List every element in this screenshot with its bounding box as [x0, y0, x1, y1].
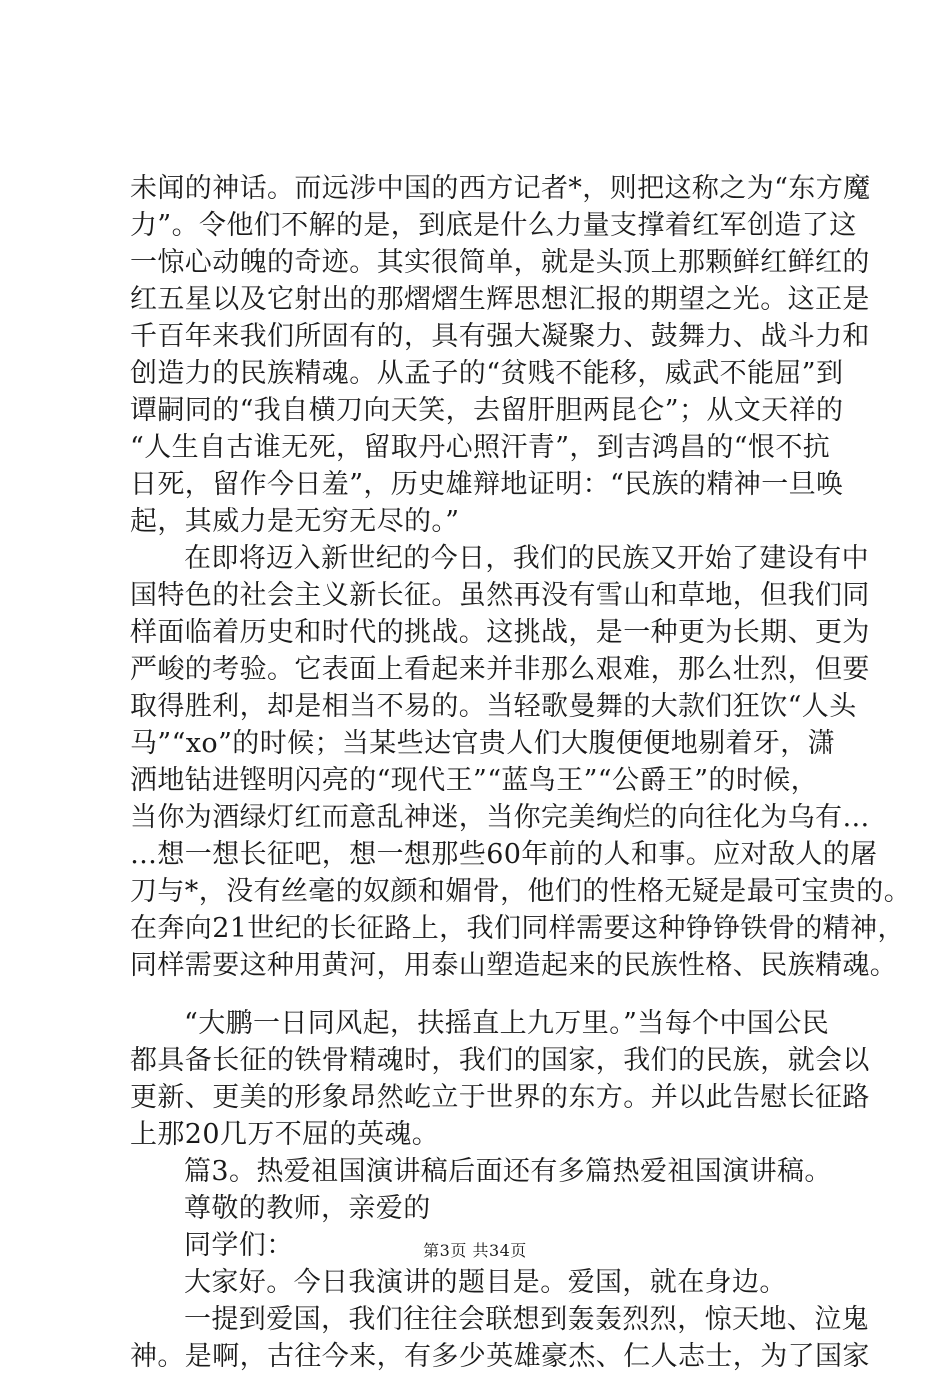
text-line: 取得胜利，却是相当不易的。当轻歌曼舞的大款们狂饮“人头: [130, 691, 857, 722]
text-line: 洒地钻进铿明闪亮的“现代王”“蓝鸟王”“公爵王”的时候，: [130, 765, 819, 796]
salutation-line: 同学们：: [184, 1230, 294, 1261]
text-line: 都具备长征的铁骨精魂时，我们的国家，我们的民族，就会以: [130, 1045, 870, 1076]
text-line: 谭嗣同的“我自横刀向天笑，去留肝胆两昆仑”；从文天祥的: [130, 395, 844, 426]
text-line: “大鹏一日同风起，扶摇直上九万里。”当每个中国公民: [184, 1008, 830, 1039]
text-line: 一提到爱国，我们往往会联想到轰轰烈烈，惊天地、泣鬼: [184, 1304, 869, 1335]
text-line: 样面临着历史和时代的挑战。这挑战，是一种更为长期、更为: [130, 617, 870, 648]
text-line: 未闻的神话。而远涉中国的西方记者*，则把这称之为“东方魔: [130, 173, 871, 204]
text-line: 同样需要这种用黄河，用泰山塑造起来的民族性格、民族精魂。: [130, 950, 898, 981]
text-line: “人生自古谁无死，留取丹心照汗青”，到吉鸿昌的“恨不抗: [130, 432, 831, 463]
section-heading: 篇3。热爱祖国演讲稿后面还有多篇热爱祖国演讲稿。: [184, 1156, 832, 1187]
text-line: 千百年来我们所固有的，具有强大凝聚力、鼓舞力、战斗力和: [130, 321, 870, 352]
document-body: [130, 170, 912, 1375]
text-line: 在奔向21世纪的长征路上，我们同样需要这种铮铮铁骨的精神，: [130, 913, 905, 944]
salutation-line: 尊敬的教师，亲爱的: [184, 1193, 431, 1224]
text-line: 神。是啊，古往今来，有多少英雄豪杰、仁人志士，为了国家: [130, 1341, 870, 1372]
text-line: 日死，留作今日羞”，历史雄辩地证明：“民族的精神一旦唤: [130, 469, 844, 500]
greeting-line: 大家好。今日我演讲的题目是。爱国，就在身边。: [184, 1267, 787, 1298]
text-line: 更新、更美的形象昂然屹立于世界的东方。并以此告慰长征路: [130, 1082, 870, 1113]
paragraph-gap: [130, 984, 850, 1005]
text-line: 起，其威力是无穷无尽的。”: [130, 506, 460, 537]
text-line: 严峻的考验。它表面上看起来并非那么艰难，那么壮烈，但要: [130, 654, 870, 685]
text-line: 一惊心动魄的奇迹。其实很简单，就是头顶上那颗鲜红鲜红的: [130, 247, 870, 278]
text-line: 马”“xo”的时候；当某些达官贵人们大腹便便地剔着牙，潇: [130, 728, 836, 759]
page-number: 第3页 共34页: [423, 1241, 527, 1260]
text-line: 刀与*，没有丝毫的奴颜和媚骨，他们的性格无疑是最可宝贵的。: [130, 876, 912, 907]
text-line: 在即将迈入新世纪的今日，我们的民族又开始了建设有中: [184, 543, 869, 574]
text-line: …想一想长征吧，想一想那些60年前的人和事。应对敌人的屠: [130, 839, 878, 870]
text-line: 上那20几万不屈的英魂。: [130, 1119, 440, 1150]
text-line: 力”。令他们不解的是，到底是什么力量支撑着红军创造了这: [130, 210, 857, 241]
text-line: 当你为酒绿灯红而意乱神迷，当你完美绚烂的向往化为乌有…: [130, 802, 870, 833]
text-line: 国特色的社会主义新长征。虽然再没有雪山和草地，但我们同: [130, 580, 870, 611]
text-line: 创造力的民族精魂。从孟子的“贫贱不能移，威武不能屈”到: [130, 358, 844, 389]
text-line: 红五星以及它射出的那熠熠生辉思想汇报的期望之光。这正是: [130, 284, 870, 315]
